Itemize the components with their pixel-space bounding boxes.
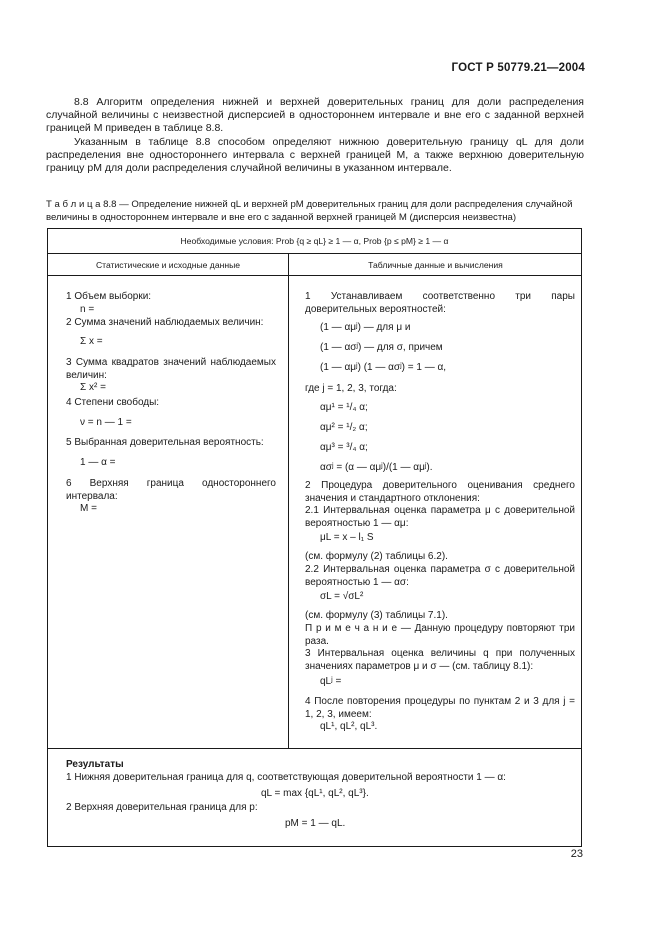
formula-alpha-3: αμ³ = ³/₄ α; [320,442,368,453]
table-conditions: Необходимые условия: Prob {q ≥ qL} ≥ 1 — α, Prob {p ≤ pM} ≥ 1 — α [180,236,449,246]
formula-alpha-mu: (1 — αμʲ) — для μ и [320,322,411,333]
results-item-1: 1 Нижняя доверительная граница для q, соответствующая доверительной вероятности 1 — α: [66,772,506,783]
left-value-upper-bound: M = [80,503,97,514]
formula-alpha-1: αμ¹ = ¹/₄ α; [320,402,368,413]
left-value-sum-squares: Σ x² = [80,382,106,393]
formula-mu-l: μL = x – l₁ S [320,532,374,543]
right-item-step-2-2: 2.2 Интервальная оценка параметра σ с доверительной вероятностью 1 — ασ: [305,564,575,588]
formula-q-l-set: qL¹, qL², qL³. [320,721,378,732]
left-value-confidence: 1 — α = [80,457,116,468]
results-formula-2: pM = 1 — qL. [285,818,346,829]
formula-q-l-j: qLʲ = [320,676,342,687]
column-header-right: Табличные данные и вычисления [368,260,503,270]
left-item-confidence: 5 Выбранная доверительная вероятность: [66,437,264,448]
paragraph-8-8-text: 8.8 Алгоритм определения нижней и верхней доверительных границ для доли распределения случайной величины с неизвестной дисперсией в одностороннем интервале и вне его с заданной верхней границей M приведен в таблице 8.8. [46,96,584,135]
standard-header: ГОСТ Р 50779.21—2004 [451,62,585,74]
left-value-n: n = [80,304,95,315]
ref-formula-6-2: (см. формулу (2) таблицы 6.2). [305,551,448,562]
formula-alpha-product: (1 — αμʲ) (1 — ασʲ) = 1 — α, [320,362,447,373]
results-formula-1: qL = max {qL¹, qL², qL³}. [261,788,369,799]
page-number: 23 [570,848,583,860]
left-value-dof: ν = n — 1 = [80,417,132,428]
column-header-left: Статистические и исходные данные [95,260,241,270]
table-divider [48,253,581,254]
formula-alpha-2: αμ² = ¹/₂ α; [320,422,368,433]
table-divider [48,748,581,749]
right-item-step-3: 3 Интервальная оценка величины q при полученных значениях параметров μ и σ — (см. таблицу 8.1): [305,648,575,672]
results-title: Результаты [66,759,124,770]
right-item-step-1: 1 Устанавливаем соответственно три пары доверительных вероятностей: [305,291,575,315]
right-item-step-4: 4 После повторения процедуры по пунктам 2 и 3 для j = 1, 2, 3, имеем: [305,696,575,720]
left-item-sum-squares: 3 Сумма квадратов значений наблюдаемых величин: [66,357,276,381]
formula-alpha-sigma: (1 — ασʲ) — для σ, причем [320,342,443,353]
right-item-step-2-1: 2.1 Интервальная оценка параметра μ с доверительной вероятностью 1 — αμ: [305,505,575,529]
left-value-sum: Σ x = [80,336,103,347]
column-divider [288,253,289,748]
left-item-dof: 4 Степени свободы: [66,397,160,408]
results-item-2: 2 Верхняя доверительная граница для p: [66,802,258,813]
right-item-step-2: 2 Процедура доверительного оценивания среднего значения и стандартного отклонения: [305,480,575,504]
table-8-8 [47,228,582,847]
left-item-sample-size: 1 Объем выборки: [66,291,152,302]
paragraph-8-8 [46,96,584,136]
paragraph-description [46,136,584,176]
paragraph-description-text: Указанным в таблице 8.8 способом определяют нижнюю доверительную границу qL для доли распределения вне одностороннего интервала с верхней границей M, а также верхнюю доверительную границу pM для доли распределения случайной величины в указанном интервале. [46,136,584,175]
formula-sigma-l: σL = √σL² [320,591,364,602]
left-item-upper-bound: 6 Верхняя граница одностороннего интервала: [66,478,276,502]
left-item-sum: 2 Сумма значений наблюдаемых величин: [66,317,264,328]
formula-j-values: где j = 1, 2, 3, тогда: [305,383,397,394]
right-note: П р и м е ч а н и е — Данную процедуру повторяют три раза. [305,623,575,647]
ref-formula-7-1: (см. формулу (3) таблицы 7.1). [305,610,448,621]
table-caption: Т а б л и ц а 8.8 — Определение нижней qL и верхней pM доверительных границ для доли распределения случайной величины в одностороннем интервале и вне его с заданной верхней границей M (дисперсия неизвестна) [46,199,573,223]
table-divider [48,275,581,276]
formula-alpha-sigma-j: ασʲ = (α — αμʲ)/(1 — αμʲ). [320,462,433,473]
